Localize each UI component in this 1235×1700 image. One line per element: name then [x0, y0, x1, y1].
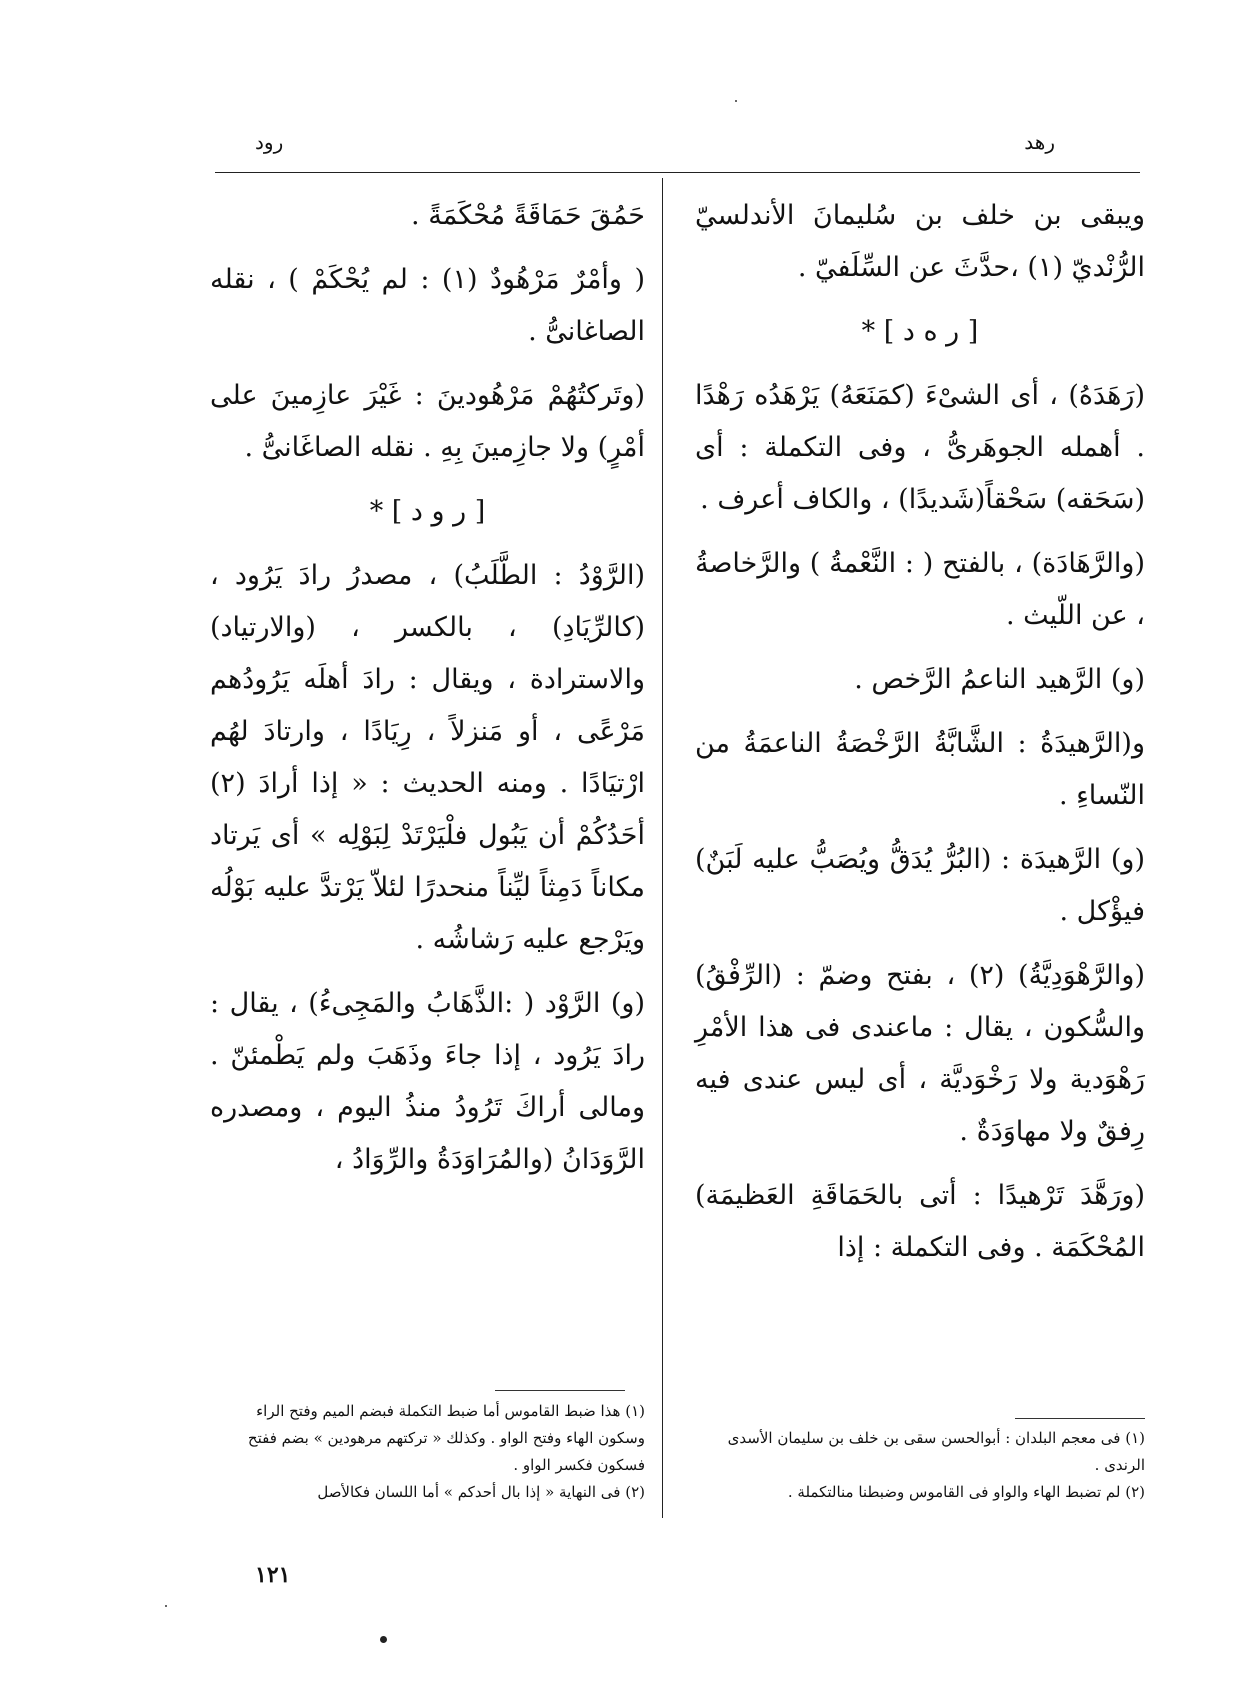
scan-dot: [380, 1636, 387, 1643]
footnotes-left: [210, 1398, 645, 1506]
header-rule: [215, 172, 1140, 173]
paragraph: (ورَهَّدَ تَرْهيدًا : أتى بالحَمَاقَةِ العَظيمَة) المُحْكَمَة . وفى التكملة : إذا: [695, 1180, 1145, 1263]
paragraph: ( وأمْرٌ مَرْهُودٌ (١) : لم يُحْكَمْ ) ، نقله الصاغانىُّ .: [210, 264, 645, 347]
paragraph: حَمُقَ حَمَاقَةً مُحْكَمَةً .: [411, 200, 645, 231]
paragraph: ويبقى بن خلف بن سُليمانَ الأندلسيّ الرُّنْديّ (١) ،حدَّثَ عن السِّلَفيّ .: [695, 200, 1145, 283]
paragraph: (رَهَدَهُ) ، أى الشىْءَ (كمَنَعَهُ) يَرْهَدُه رَهْدًا . أهمله الجوهَرىُّ ، وفى التكملة : أى (سَحَقه) سَحْقاً(شَديدًا) ، والكاف أعرف .: [695, 380, 1145, 515]
scan-speck: [165, 1605, 167, 1607]
paragraph: (و) الرَّوْد ( :الذَّهَابُ والمَجِىءُ) ، يقال : رادَ يَرُود ، إذا جاءَ وذَهَبَ ولم يَطْمئنّ . ومالى أراكَ تَرُودُ منذُ اليوم ، ومصدره الرَّوَدَانُ (والمُرَاوَدَةُ والرِّوَادُ ،: [210, 988, 645, 1175]
footnote: (٢) لم تضبط الهاء والواو فى القاموس وضبطنا منالتكملة .: [787, 1483, 1145, 1501]
paragraph: (و) الرَّهيدَة : (البُرُّ يُدَقُّ ويُصَبُّ عليه لَبَنٌ) فيؤْكل .: [695, 844, 1145, 927]
footnote: (١) فى معجم البلدان : أبوالحسن سقى بن خلف بن سليمان الأسدى الرندى .: [727, 1429, 1145, 1474]
paragraph: (الرَّوْدُ : الطَّلَبُ) ، مصدرُ رادَ يَرُود ، (كالرِّيَادِ) ، بالكسر ، (والارتياد) والاسترادة ، ويقال : رادَ أهلَه يَرُودُهم مَرْعًى ، أو مَنزلاً ، رِيَادًا ، وارتادَ لهُم ارْتيَادًا . ومنه الحديث : « إذا أرادَ (٢) أحَدُكُمْ أن يَبُول فلْيَرْتَدْ لِبَوْلِه » أى يَرتاد مكاناً دَمِثاً ليِّناً منحدرًا لئلاّ يَرْتدَّ عليه بَوْلُه ويَرْجع عليه رَشاشُه .: [210, 560, 645, 955]
page-number: ١٢١: [255, 1562, 291, 1588]
paragraph: (والرَّهْوَدِيَّةُ) (٢) ، بفتح وضمّ : (الرِّفْقُ) والسُّكون ، يقال : ماعندى فى هذا الأمْرِ رَهْوَدية ولا رَخْوَديَّة ، أى ليس عندى فيه رِفقٌ ولا مهاوَدَةٌ .: [695, 960, 1145, 1147]
running-head-right: رهد: [1024, 130, 1055, 154]
left-column: [210, 190, 645, 1198]
footnote-rule-left: [495, 1390, 625, 1391]
footnote: (٢) فى النهاية « إذا بال أحدكم » أما اللسان فكالأصل: [317, 1483, 645, 1501]
entry-heading-rhd: [ ر ه د ] *: [861, 316, 979, 347]
scan-speck: [735, 100, 737, 102]
column-divider: [662, 178, 663, 1518]
paragraph: (و) الرَّهيد الناعمُ الرَّخص .: [854, 664, 1145, 695]
paragraph: (والرَّهَادَة) ، بالفتح ( : النَّعْمةُ ) والرَّخاصةُ ، عن اللّيث .: [695, 548, 1145, 631]
running-head-left: رود: [255, 130, 284, 154]
footnote-rule-right: [1015, 1418, 1145, 1419]
right-column: [695, 190, 1145, 1286]
entry-heading-rwd: [ ر و د ] *: [369, 496, 486, 527]
footnote: (١) هذا ضبط القاموس أما ضبط التكملة فبضم الميم وفتح الراء وسكون الهاء وفتح الواو . وكذلك « تركتهم مرهودين » بضم ففتح فسكون فكسر الواو .: [247, 1402, 645, 1474]
paragraph: و(الرَّهيدَةُ : الشَّابَّةُ الرَّخْصَةُ الناعمَةُ من النّساءِ .: [695, 728, 1145, 811]
footnotes-right: [695, 1425, 1145, 1506]
paragraph: (وتَركتُهُمْ مَرْهُودينَ : غَيْرَ عازِمينَ على أمْرٍ) ولا جازِمينَ بِهِ . نقله الصاغَانىُّ .: [210, 380, 645, 463]
